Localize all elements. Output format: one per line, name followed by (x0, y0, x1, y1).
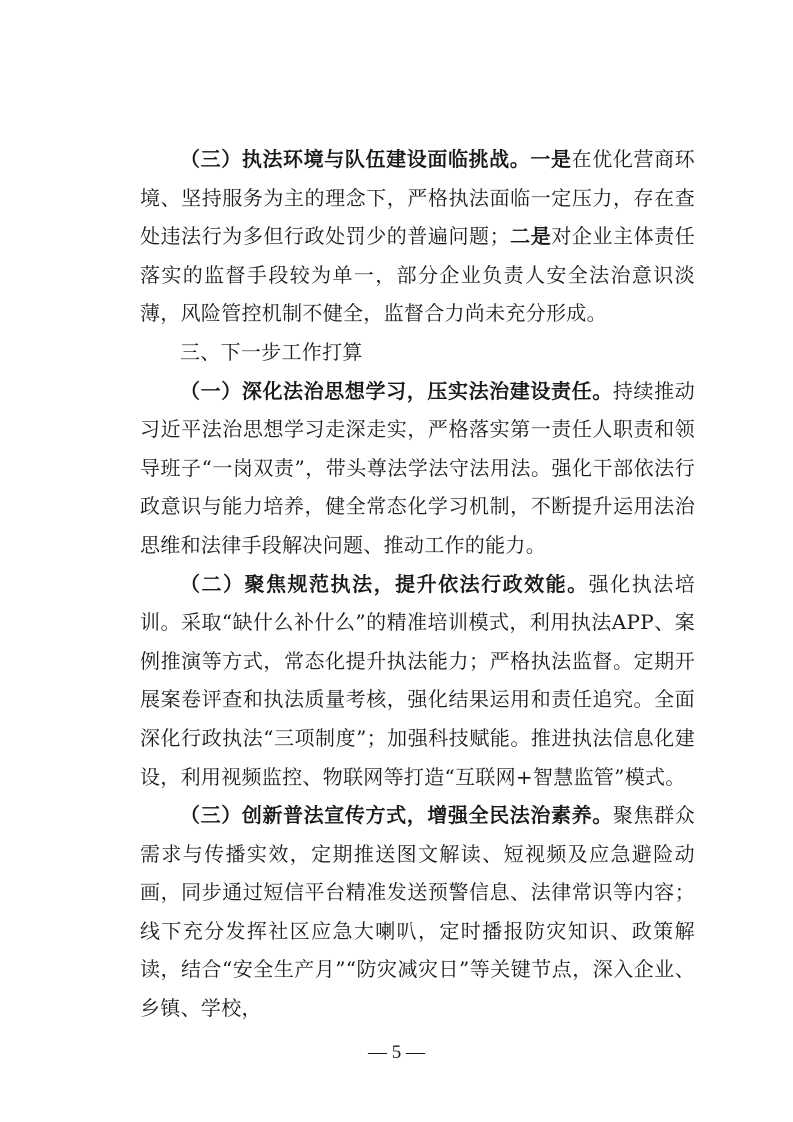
paragraph-text: 在优化营商环境、坚持服务为主的理念下，严格执法面临一定压力，存在查处违法行为多但行政处罚少的普遍问题； (140, 147, 695, 249)
paragraph-text: 聚焦群众需求与传播实效，定期推送图文解读、短视频及应急避险动画，同步通过短信平台精准发送预警信息、法律常识等内容；线下充分发挥社区应急大喇叭，定时播报防灾知识、政策解读，结合“安全生产月”“防灾减灾日”等关键节点，深入企业、乡镇、学校， (140, 803, 695, 1021)
page-number: — 5 — (368, 1042, 425, 1063)
paragraph-text: 对企业主体责任落实的监督手段较为单一，部分企业负责人安全法治意识淡薄，风险管控机制不健全，监督合力尚未充分形成。 (140, 224, 695, 326)
paragraph-lead: （三）创新普法宣传方式，增强全民法治素养。 (180, 803, 613, 828)
paragraph-rule-of-law-study (140, 372, 695, 565)
paragraph-law-enforcement-challenges (140, 140, 695, 333)
document-body (140, 140, 695, 1028)
enumeration-marker: 一是 (530, 147, 572, 171)
enumeration-marker: 二是 (509, 224, 552, 249)
paragraph-text: 强化执法培训。采取“缺什么补什么”的精准培训模式，利用执法APP、案例推演等方式，常态化提升执法能力；严格执法监督。定期开展案卷评查和执法质量考核，强化结果运用和责任追究。全面深化行政执法“三项制度”；加强科技赋能。推进执法信息化建设，利用视频监控、物联网等打造“互联网+智慧监管”模式。 (140, 571, 696, 789)
section-heading: 三、下一步工作打算 (180, 339, 363, 364)
paragraph-standardized-enforcement (140, 565, 695, 797)
paragraph-lead: （三）执法环境与队伍建设面临挑战。 (180, 147, 531, 171)
paragraph-text: 持续推动习近平法治思想学习走深走实，严格落实第一责任人职责和领导班子“一岗双责”，带头尊法学法守法用法。强化干部依法行政意识与能力培养，健全常态化学习机制，不断提升运用法治思维和法律手段解决问题、推动工作的能力。 (140, 378, 695, 557)
paragraph-legal-publicity (140, 796, 695, 1028)
paragraph-lead: （二）聚焦规范执法，提升依法行政效能。 (180, 571, 589, 596)
paragraph-lead: （一）深化法治思想学习，压实法治建设责任。 (180, 378, 613, 403)
